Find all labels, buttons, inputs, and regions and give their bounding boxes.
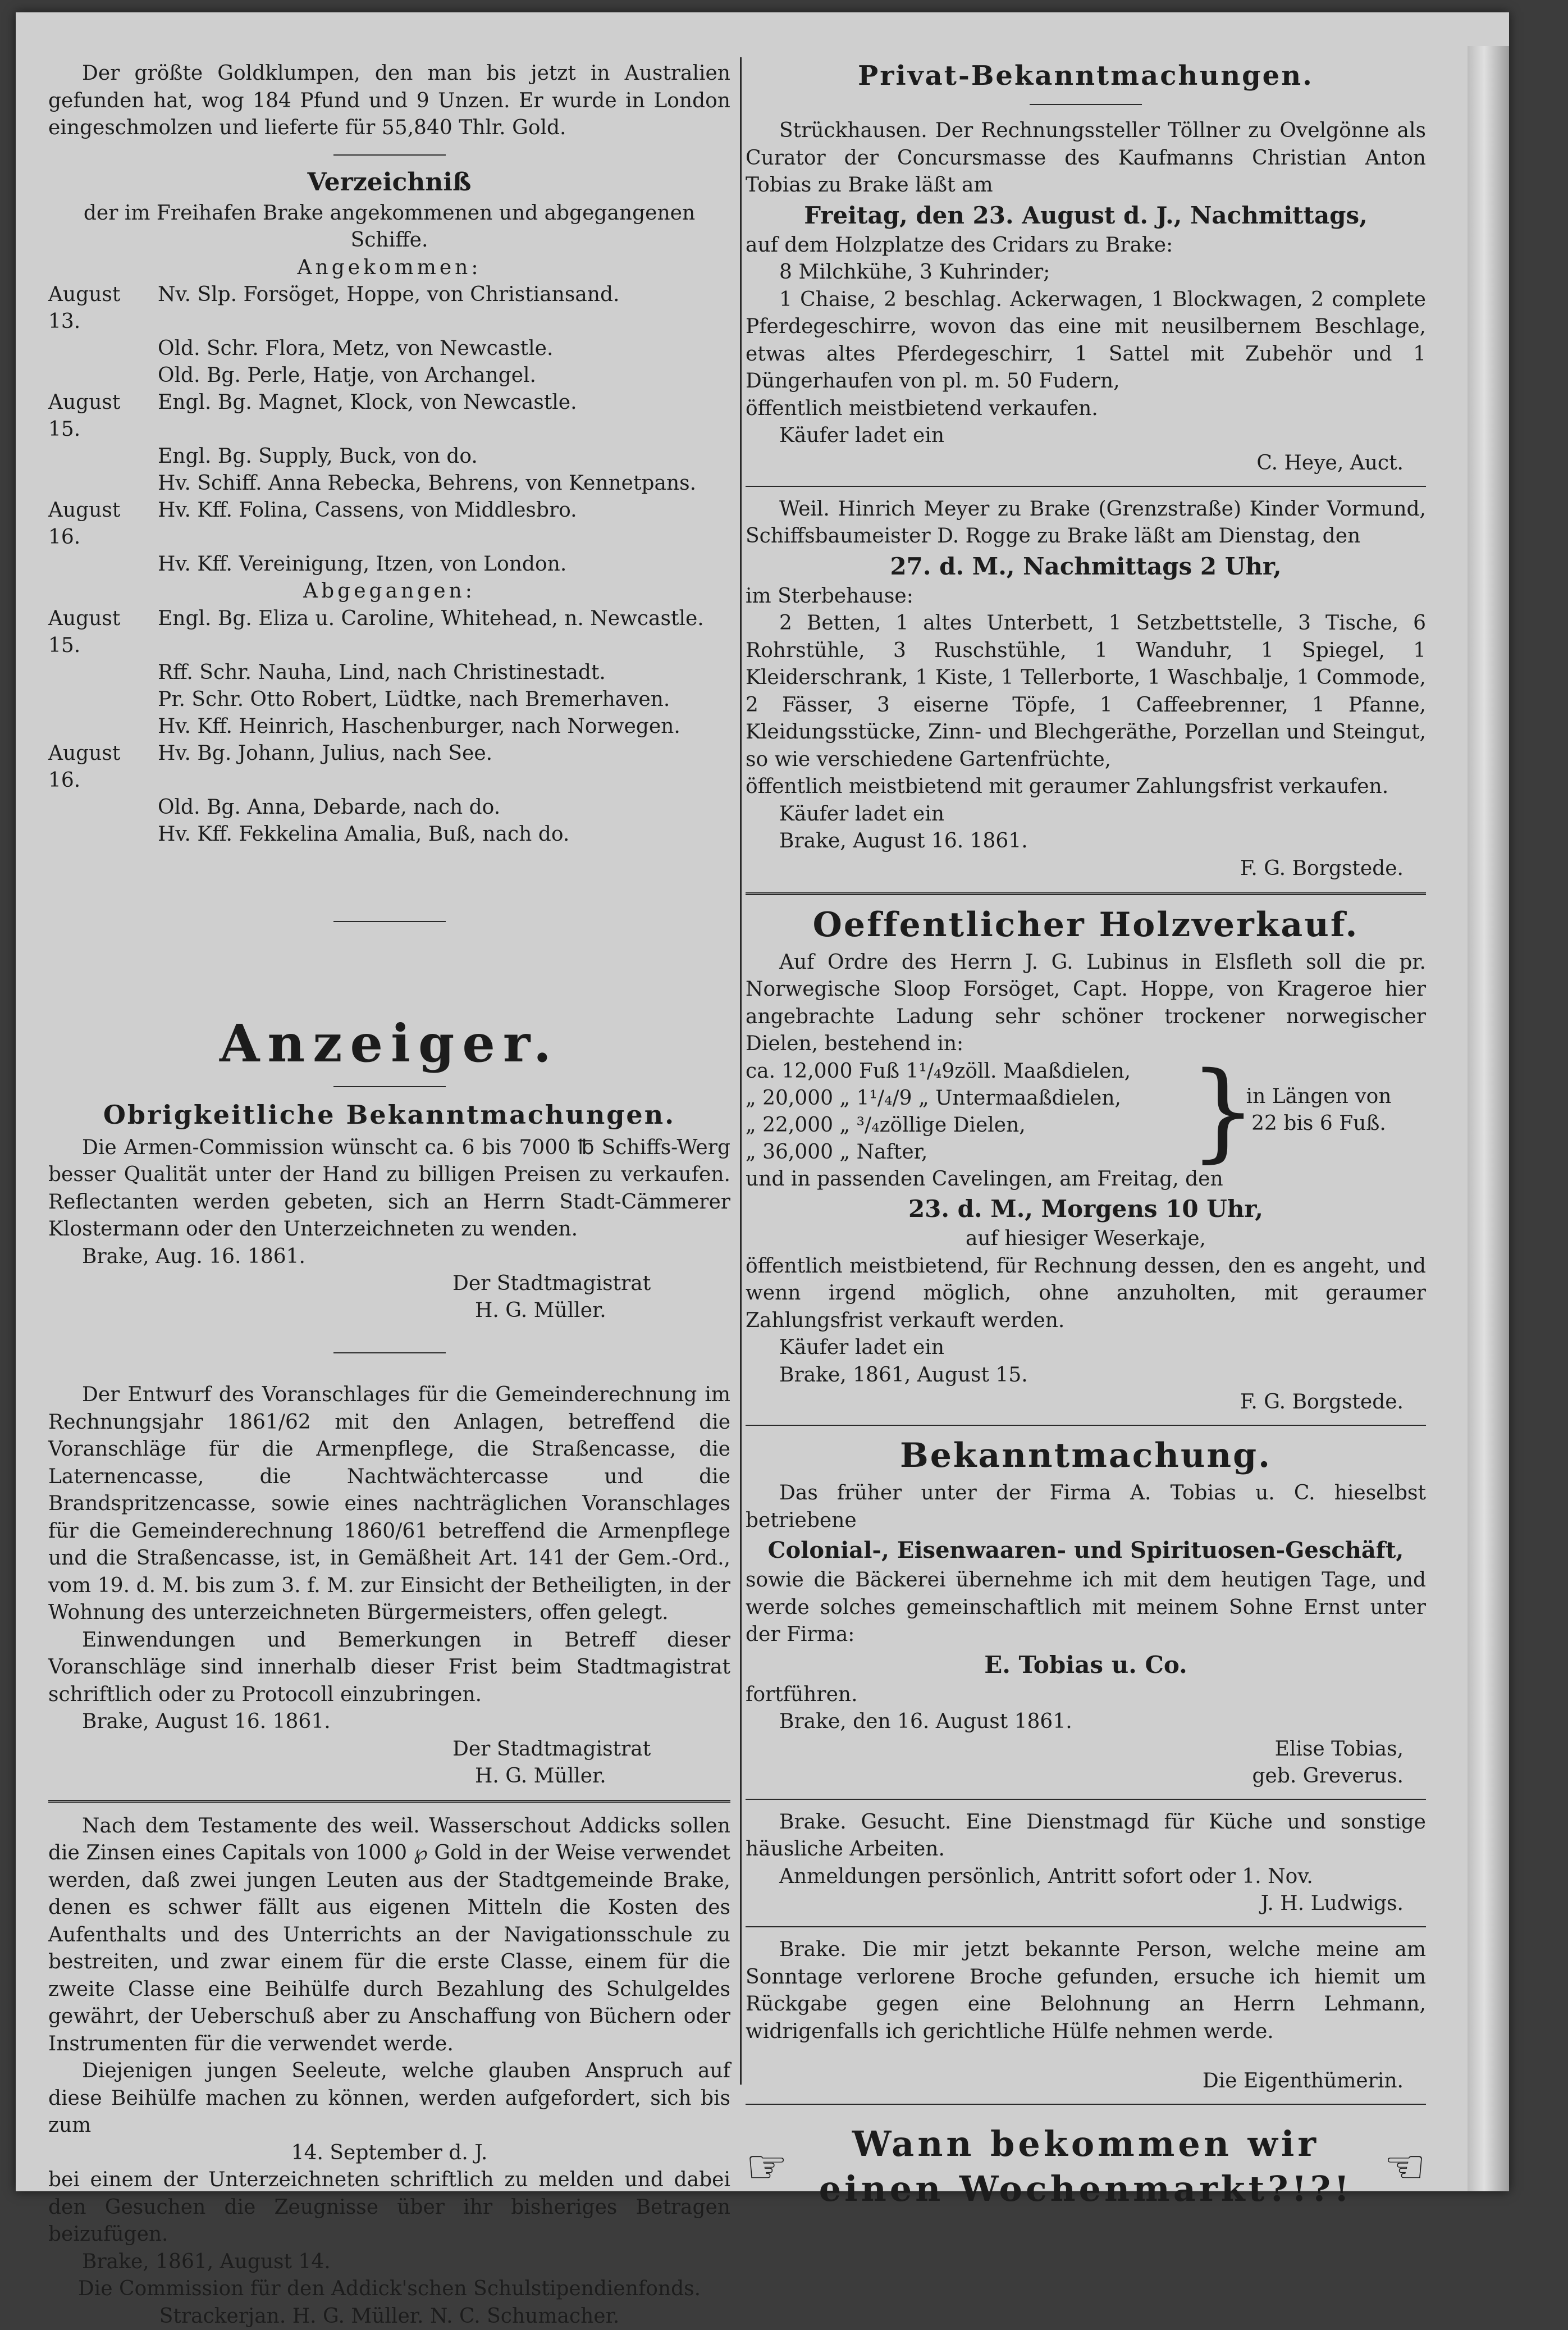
ships-subtitle: der im Freihafen Brake angekommenen und abgegangenen Schiffe. <box>48 200 730 254</box>
wood-list <box>746 1058 1426 1166</box>
meyer-signature: F. G. Borgstede. <box>746 855 1426 882</box>
double-rule <box>48 1800 730 1803</box>
banner-line-2: einen Wochenmarkt?!?! <box>788 2167 1383 2212</box>
addicks-notice-2: Diejenigen jungen Seeleute, welche glauben Anspruch auf diese Beihülfe machen zu können, werden aufgefordert, sich bis zum <box>48 2058 730 2140</box>
bekannt-notice-3: fortführen. <box>746 1681 1426 1709</box>
separator <box>746 1425 1426 1426</box>
left-column <box>48 60 730 2330</box>
wood-items <box>746 1058 1189 1166</box>
addicks-names: Strackerjan. H. G. Müller. N. C. Schumacher. <box>48 2303 730 2330</box>
separator <box>746 1799 1426 1800</box>
meyer-notice: Weil. Hinrich Meyer zu Brake (Grenzstraße) Kinder Vormund, Schiffsbaumeister D. Rogge zu Brake läßt am Dienstag, den <box>746 496 1426 550</box>
gesucht-notice: Brake. Gesucht. Eine Dienstmagd für Küche und sonstige häusliche Arbeiten. <box>746 1809 1426 1863</box>
banner-line-1: Wann bekommen wir <box>788 2122 1383 2167</box>
newspaper-page <box>16 12 1509 2191</box>
table-row: August 16. Hv. Bg. Johann, Julius, nach See. <box>48 740 730 794</box>
table-row: Pr. Schr. Otto Robert, Lüdtke, nach Bremerhaven. <box>48 686 730 713</box>
wood-length: in Längen von 22 bis 6 Fuß. <box>1212 1058 1426 1166</box>
entwurf-notice-2: Einwendungen und Bemerkungen in Betreff dieser Voranschläge sind innerhalb dieser Frist beim Stadtmagistrat schriftlich oder zu Protocoll einzubringen. <box>48 1627 730 1709</box>
table-row: Engl. Bg. Supply, Buck, von do. <box>48 443 730 470</box>
tollner-place: auf dem Holzplatze des Cridars zu Brake: <box>746 232 1426 259</box>
table-row: Hv. Kff. Vereinigung, Itzen, von London. <box>48 551 730 578</box>
brace-icon: } <box>1189 1058 1212 1166</box>
holz-signature: F. G. Borgstede. <box>746 1389 1426 1416</box>
tollner-sale: öffentlich meistbietend verkaufen. <box>746 395 1426 423</box>
bekannt-signature-1: Elise Tobias, <box>746 1736 1426 1763</box>
market-banner <box>746 2122 1426 2212</box>
ships-title: Verzeichniß <box>48 168 730 197</box>
broche-signature: Die Eigenthümerin. <box>746 2068 1426 2095</box>
meyer-sale: öffentlich meistbietend mit geraumer Zahlungsfrist verkaufen. <box>746 773 1426 801</box>
right-column <box>746 60 1426 2212</box>
holz-buyer: Käufer ladet ein <box>746 1334 1426 1362</box>
bekannt-title: Bekanntmachung. <box>746 1436 1426 1475</box>
table-row: Hv. Schiff. Anna Rebecka, Behrens, von Kennetpans. <box>48 470 730 497</box>
tollner-notice: Strückhausen. Der Rechnungssteller Töllner zu Ovelgönne als Curator der Concursmasse des Kaufmanns Christian Anton Tobias zu Brake läßt am <box>746 117 1426 199</box>
double-rule <box>746 892 1426 895</box>
tollner-buyer: Käufer ladet ein <box>746 422 1426 450</box>
holz-title: Oeffentlicher Holzverkauf. <box>746 905 1426 945</box>
gesucht-signature: J. H. Ludwigs. <box>746 1890 1426 1917</box>
table-row: August 15. Engl. Bg. Magnet, Klock, von Newcastle. <box>48 389 730 443</box>
gold-notice: Der größte Goldklumpen, den man bis jetzt in Australien gefunden hat, wog 184 Pfund und 9 Unzen. Er wurde in London eingeschmolzen und lieferte für 55,840 Thlr. Gold. <box>48 60 730 142</box>
entwurf-signature-1: Der Stadtmagistrat <box>452 1736 730 1763</box>
gesucht-notice-2: Anmeldungen persönlich, Antritt sofort oder 1. Nov. <box>746 1863 1426 1891</box>
tollner-date: Freitag, den 23. August d. J., Nachmittags, <box>746 199 1426 232</box>
private-notices-title: Privat-Bekanntmachungen. <box>746 60 1426 92</box>
holz-notice: Auf Ordre des Herrn J. G. Lubinus in Elsfleth soll die pr. Norwegische Sloop Forsöget, Capt. Hoppe, von Krageroe hier angebrachte Ladung sehr schöner trockener norwegischer Dielen, bestehend in: <box>746 949 1426 1058</box>
bekannt-date: Brake, den 16. August 1861. <box>746 1708 1426 1736</box>
holz-notice-2: und in passenden Cavelingen, am Freitag, den <box>746 1166 1426 1193</box>
separator <box>333 1352 446 1353</box>
table-row: Old. Bg. Perle, Hatje, von Archangel. <box>48 362 730 389</box>
arrived-heading: Angekommen: <box>48 254 730 282</box>
list-item: „ 36,000 „ Nafter, <box>746 1139 1189 1166</box>
meyer-date: 27. d. M., Nachmittags 2 Uhr, <box>746 550 1426 583</box>
table-row: August 15. Engl. Bg. Eliza u. Caroline, Whitehead, n. Newcastle. <box>48 605 730 659</box>
separator <box>1030 104 1142 105</box>
separator <box>746 1926 1426 1927</box>
pointing-hand-right-icon: ☞ <box>746 2143 788 2190</box>
column-divider <box>740 57 742 2085</box>
meyer-items: 2 Betten, 1 altes Unterbett, 1 Setzbettstelle, 3 Tische, 6 Rohrstühle, 3 Ruschstühle, 1 Wanduhr, 1 Spiegel, 1 Kleiderschrank, 1 Kiste, 1 Tellerborte, 1 Waschbalje, 1 Commode, 2 Fässer, 3 eiserne Töpfe, 1 Caffeebrenner, 1 Pfanne, Kleidungsstücke, Zinn- und Blechgeräthe, Porzellan und Steingut, so wie verschiedene Gartenfrüchte, <box>746 610 1426 773</box>
pointing-hand-left-icon: ☜ <box>1384 2143 1426 2190</box>
bekannt-firm-line: Colonial-, Eisenwaaren- und Spirituosen-Geschäft, <box>746 1534 1426 1567</box>
armen-signature-1: Der Stadtmagistrat <box>452 1270 730 1297</box>
banner-text <box>788 2122 1383 2212</box>
meyer-place: im Sterbehause: <box>746 583 1426 610</box>
bekannt-firm: E. Tobias u. Co. <box>746 1649 1426 1681</box>
anzeiger-title: Anzeiger. <box>48 1013 730 1074</box>
bekannt-notice: Das früher unter der Firma A. Tobias u. C. hieselbst betriebene <box>746 1480 1426 1534</box>
table-row: Rff. Schr. Nauha, Lind, nach Christinestadt. <box>48 659 730 686</box>
addicks-notice-3: bei einem der Unterzeichneten schriftlich zu melden und dabei den Gesuchen die Zeugnisse über ihr bisheriges Betragen beizufügen. <box>48 2167 730 2249</box>
table-row: August 16. Hv. Kff. Folina, Cassens, von Middlesbro. <box>48 497 730 551</box>
bekannt-signature-2: geb. Greverus. <box>746 1763 1426 1790</box>
table-row: August 13. Nv. Slp. Forsöget, Hoppe, von Christiansand. <box>48 281 730 335</box>
meyer-buyer: Käufer ladet ein <box>746 801 1426 828</box>
armen-notice: Die Armen-Commission wünscht ca. 6 bis 7000 ℔ Schiffs-Werg besser Qualität unter der Hand zu billigen Preisen zu verkaufen. Reflectanten werden gebeten, sich an Herrn Stadt-Cämmerer Klostermann oder den Unterzeichneten zu wenden. <box>48 1134 730 1243</box>
holz-notice-3: öffentlich meistbietend, für Rechnung dessen, den es angeht, und wenn irgend möglich, ohne anzuholten, mit geraumer Zahlungsfrist verkauft werden. <box>746 1253 1426 1335</box>
meyer-date-signed: Brake, August 16. 1861. <box>746 828 1426 855</box>
table-row: Old. Schr. Flora, Metz, von Newcastle. <box>48 335 730 362</box>
addicks-notice: Nach dem Testamente des weil. Wasserschout Addicks sollen die Zinsen eines Capitals von 1000 ℘ Gold in der Weise verwendet werden, daß zwei jungen Leuten aus der Stadtgemeinde Brake, denen es schwer fällt aus eigenen Mitteln die Kosten des Aufenthalts und des Unterrichts an der Navigationsschule zu bestreiten, und zwar einem für die erste Classe, einem für die zweite Classe eine Beihülfe durch Bezahlung des Schulgeldes gewährt, der Ueberschuß aber zu Anschaffung von Büchern oder Instrumenten für die verwendet werde. <box>48 1813 730 2058</box>
holz-date-signed: Brake, 1861, August 15. <box>746 1362 1426 1389</box>
page-edge <box>1468 46 1509 2191</box>
holz-place: auf hiesiger Weserkaje, <box>746 1225 1426 1253</box>
bekannt-notice-2: sowie die Bäckerei übernehme ich mit dem heutigen Tage, und werde solches gemeinschaftlich mit meinem Sohne Ernst unter der Firma: <box>746 1567 1426 1649</box>
departed-heading: Abgegangen: <box>48 578 730 605</box>
arrived-table <box>48 281 730 578</box>
table-row: Old. Bg. Anna, Debarde, nach do. <box>48 794 730 821</box>
separator <box>333 921 446 922</box>
addicks-deadline: 14. September d. J. <box>48 2140 730 2167</box>
entwurf-notice: Der Entwurf des Voranschlages für die Gemeinderechnung im Rechnungsjahr 1861/62 mit den Anlagen, betreffend die Voranschläge für die Armenpflege, die Straßencasse, die Laternencasse, die Nachtwächtercasse und die Brandspritzencasse, sowie eines nachträglichen Voranschlages für die Gemeinderechnung 1860/61 betreffend die Armenpflege und die Straßencasse, ist, in Gemäßheit Art. 141 der Gem.-Ord., vom 19. d. M. bis zum 3. f. M. zur Einsicht der Betheiligten, in der Wohnung des unterzeichneten Bürgermeisters, offen gelegt. <box>48 1381 730 1627</box>
addicks-date: Brake, 1861, August 14. <box>48 2249 730 2276</box>
table-row: Hv. Kff. Fekkelina Amalia, Buß, nach do. <box>48 821 730 848</box>
list-item: „ 20,000 „ 1¹/₄/9 „ Untermaaßdielen, <box>746 1085 1189 1112</box>
armen-signature-2: H. G. Müller. <box>475 1297 730 1324</box>
tollner-signature: C. Heye, Auct. <box>746 450 1426 477</box>
tollner-items-2: 1 Chaise, 2 beschlag. Ackerwagen, 1 Blockwagen, 2 complete Pferdegeschirre, wovon das eine mit neusilbernem Beschlage, etwas altes Pferdegeschirr, 1 Sattel mit Zubehör und 1 Düngerhaufen von pl. m. 50 Fudern, <box>746 286 1426 395</box>
holz-date: 23. d. M., Morgens 10 Uhr, <box>746 1193 1426 1225</box>
table-row: Hv. Kff. Heinrich, Haschenburger, nach Norwegen. <box>48 713 730 740</box>
separator <box>746 486 1426 487</box>
tollner-items-1: 8 Milchkühe, 3 Kuhrinder; <box>746 259 1426 286</box>
official-notices-title: Obrigkeitliche Bekanntmachungen. <box>48 1100 730 1130</box>
list-item: ca. 12,000 Fuß 1¹/₄9zöll. Maaßdielen, <box>746 1058 1189 1085</box>
entwurf-signature-2: H. G. Müller. <box>475 1763 730 1790</box>
separator <box>746 2104 1426 2105</box>
separator <box>333 1086 446 1087</box>
entwurf-date: Brake, August 16. 1861. <box>48 1708 730 1736</box>
addicks-commission: Die Commission für den Addick'schen Schulstipendienfonds. <box>48 2276 730 2303</box>
departed-table <box>48 605 730 848</box>
broche-notice: Brake. Die mir jetzt bekannte Person, welche meine am Sonntage verlorene Broche gefunden, ersuche ich hiemit um Rückgabe gegen eine Belohnung an Herrn Lehmann, widrigenfalls ich gerichtliche Hülfe nehmen werde. <box>746 1936 1426 2045</box>
separator <box>333 154 446 156</box>
armen-date: Brake, Aug. 16. 1861. <box>48 1243 730 1271</box>
list-item: „ 22,000 „ ³/₄zöllige Dielen, <box>746 1112 1189 1139</box>
